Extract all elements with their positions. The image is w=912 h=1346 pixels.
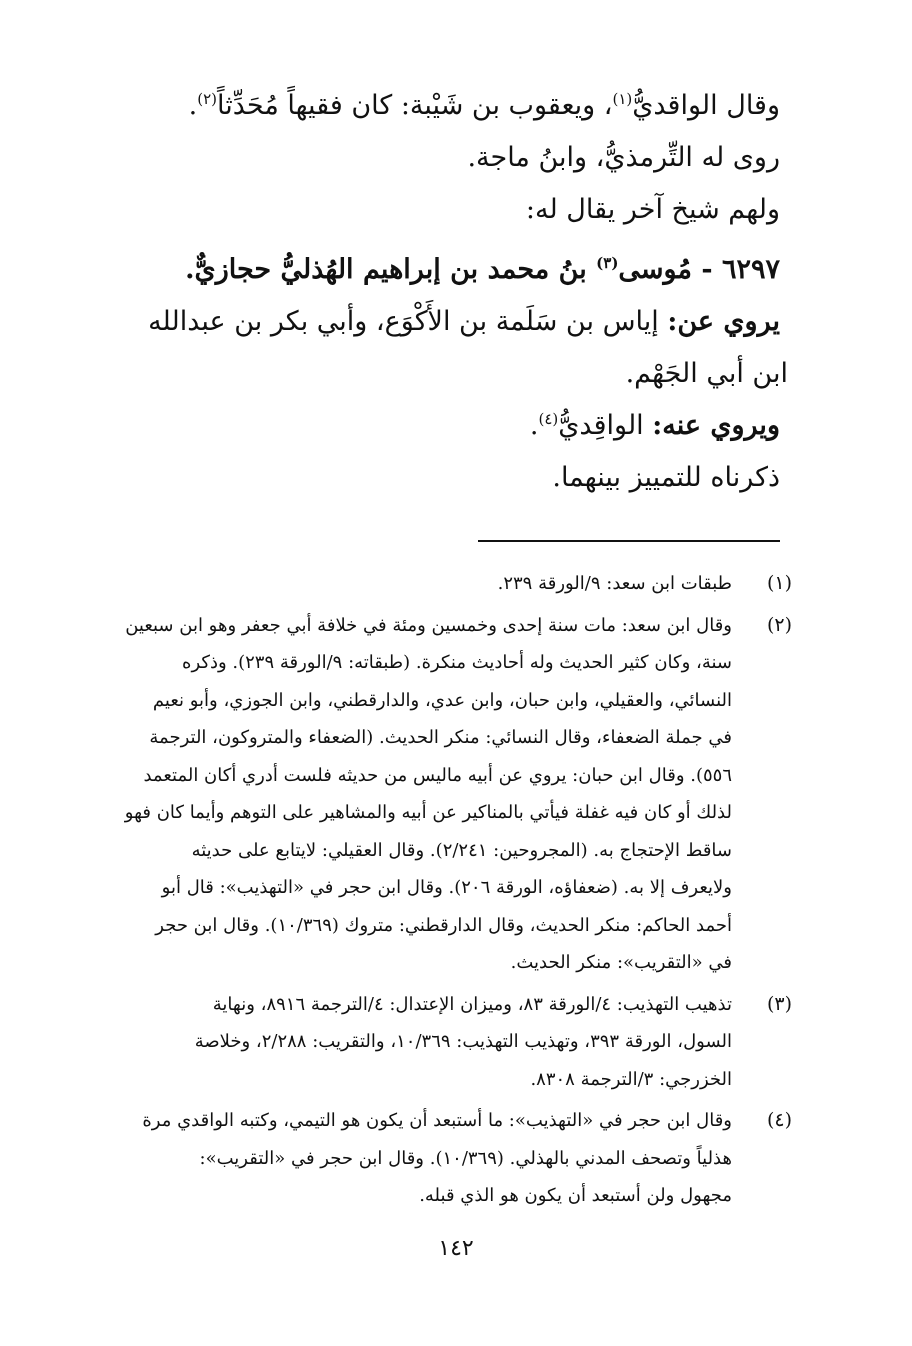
footnote-number: (٣) <box>766 992 792 1015</box>
footnote-number: (٢) <box>766 613 792 636</box>
footnote-number: (١) <box>766 572 792 594</box>
page-number: ١٤٢ <box>438 1236 474 1261</box>
text-line <box>60 296 780 348</box>
text-span: ، ويعقوب بن شَيْبة: كان فقيهاً مُحَدِّثاً <box>216 90 613 121</box>
text-span: . <box>529 410 539 441</box>
text-span: وقال الواقديُّ <box>632 90 780 121</box>
text-line: ولهم شيخ آخر يقال له: <box>525 194 780 225</box>
footnote-body <box>70 565 732 603</box>
footnote-line: في «التقريب»: منكر الحديث. <box>510 952 732 973</box>
footnote-number: (٤) <box>766 1109 792 1131</box>
footnote <box>70 607 792 982</box>
footnote-ref[interactable]: (٢) <box>197 90 217 108</box>
footnote <box>70 1102 792 1215</box>
footnote-line: هذلياً وتصحف المدني بالهذلي. (١٠/٣٦٩). وقال ابن حجر في «التقريب»: <box>199 1147 732 1169</box>
text-span: الواقِديُّ <box>558 410 644 441</box>
text-line: ابن أبي الجَهْم. <box>625 358 788 389</box>
text-line: روى له التِّرمذيُّ، وابنُ ماجة. <box>467 142 780 173</box>
footnote-line: مجهول ولن أستبعد أن يكون هو الذي قبله. <box>419 1185 732 1206</box>
footnote-line: أحمد الحاكم: منكر الحديث، وقال الدارقطني: متروك (١٠/٣٦٩). وقال ابن حجر <box>155 914 732 936</box>
footnote-line: في جملة الضعفاء، وقال النسائي: منكر الحديث. (الضعفاء والمتروكون، الترجمة <box>149 727 732 748</box>
entry-name: مُوسى <box>618 254 692 285</box>
footnote-body <box>70 607 732 982</box>
footnote-ref[interactable]: (٣) <box>596 254 619 272</box>
footnote-line: النسائي، والعقيلي، وابن حبان، وابن عدي، والدارقطني، وابن الجوزي، وأبو نعيم <box>152 689 732 711</box>
footnote-body <box>70 1102 732 1215</box>
footnote-line: ساقط الإحتجاج به. (المجروحين: ٢/٢٤١). وقال العقيلي: لايتابع على حديثه <box>191 839 732 861</box>
footnote-line: الخزرجي: ٣/الترجمة ٨٣٠٨. <box>530 1068 732 1090</box>
footnote-line: ٥٥٦). وقال ابن حبان: يروي عن أبيه ماليس من حديثه فلست أدري أكان المتعمد <box>143 764 732 786</box>
footnote-line: تذهيب التهذيب: ٤/الورقة ٨٣، وميزان الإعتدال: ٤/الترجمة ٨٩١٦، ونهاية <box>212 993 732 1015</box>
entry-lineage: بنُ محمد بن إبراهيم الهُذليُّ حجازيٌّ. <box>185 254 587 285</box>
narrates-from-label: يروي عن: <box>667 306 780 337</box>
footnote-separator <box>478 540 780 542</box>
narrated-by-label: ويروي عنه: <box>652 410 780 441</box>
footnote <box>70 986 792 1099</box>
main-text <box>60 80 788 504</box>
footnote-line: السول، الورقة ٣٩٣، وتهذيب التهذيب: ١٠/٣٦٩، والتقريب: ٢/٢٨٨، وخلاصة <box>194 1031 732 1052</box>
footnote-body <box>70 986 732 1099</box>
footnote-line: لذلك أو كان فيه غفلة فيأتي بالمناكير عن أبيه والمشاهير على التوهم وأيما كان فهو <box>124 802 732 823</box>
text-line: ذكرناه للتمييز بينهما. <box>552 462 780 493</box>
text-line <box>60 400 780 452</box>
text-line <box>60 80 780 132</box>
footnote-line: طبقات ابن سعد: ٩/الورقة ٢٣٩. <box>497 573 732 594</box>
text-span: إياس بن سَلَمة بن الأَكْوَع، وأبي بكر بن عبدالله <box>148 306 659 337</box>
footnotes <box>70 565 792 1219</box>
text-span: . <box>188 90 198 121</box>
footnote-ref[interactable]: (١) <box>612 90 633 108</box>
entry-heading <box>60 244 780 296</box>
footnote-ref[interactable]: (٤) <box>538 410 559 428</box>
footnote-line: وقال ابن حجر في «التهذيب»: ما أستبعد أن يكون هو التيمي، وكتبه الواقدي مرة <box>142 1110 732 1131</box>
footnote-line: سنة، وكان كثير الحديث وله أحاديث منكرة. (طبقاته: ٩/الورقة ٢٣٩). وذكره <box>182 652 732 673</box>
entry-number: ٦٢٩٧ - <box>701 254 780 285</box>
footnote-line: ولايعرف إلا به. (ضعفاؤه، الورقة ٢٠٦). وقال ابن حجر في «التهذيب»: قال أبو <box>161 877 732 898</box>
footnote <box>70 565 792 603</box>
footnote-line: وقال ابن سعد: مات سنة إحدى وخمسين ومئة في خلافة أبي جعفر وهو ابن سبعين <box>125 614 732 636</box>
